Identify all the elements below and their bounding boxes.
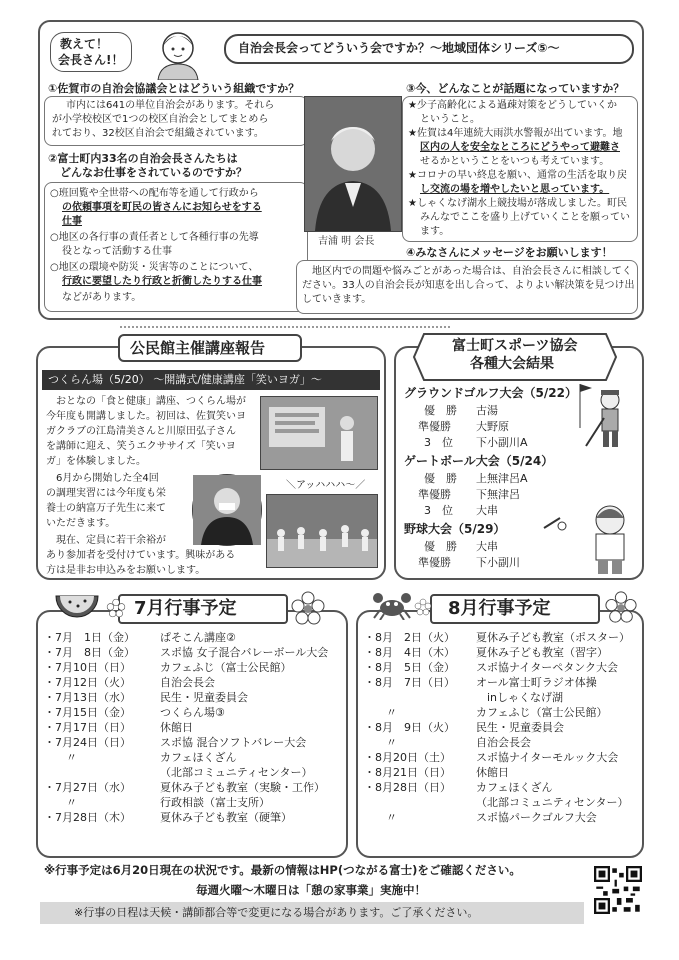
- question-1: ①佐賀市の自治会協議会とはどういう組織ですか？: [48, 82, 300, 95]
- person-icon: [148, 26, 208, 80]
- crab-icon: [372, 590, 412, 620]
- result-team: 下小副川: [476, 556, 520, 569]
- list-item: 〃 カフェほくざん: [44, 751, 237, 764]
- list-item: （北部コミュニティセンター）: [476, 796, 629, 809]
- list-item: ・8月20日（土） スポ協ナイターモルック大会: [364, 751, 619, 764]
- question-3: ③今、どんなことが話題になっていますか？: [406, 82, 625, 95]
- july-title: 7月行事予定: [134, 598, 237, 619]
- footer-note-2: 毎週火曜～木曜日は「憩の家事業」実施中！: [196, 883, 426, 897]
- answer-1-line: が小学校校区で1つの校区自治会としてまとめら: [52, 114, 269, 125]
- list-item: ・7月15日（金） つくらん場③: [44, 706, 225, 719]
- list-item: ・8月28日（日） カフェほくざん: [364, 781, 553, 794]
- baseball-player-icon: [540, 498, 636, 576]
- answer-1-line: 市内には641の単位自治会があります。それら: [66, 100, 275, 111]
- answer-3-line: 区内の人を安全なところにどうやって避難さ: [420, 142, 620, 153]
- answer-2-line: 役となって活動する仕事: [62, 246, 172, 257]
- list-item: ・8月 2日（火） 夏休み子ども教室（ポスター）: [364, 631, 630, 644]
- lecture-body-line: ガクラブの江島清美さんと川原田弘子さん: [46, 426, 236, 437]
- list-item: ・8月 4日（木） 夏休み子ども教室（習字）: [364, 646, 608, 659]
- result-rank: 優 勝: [424, 472, 457, 485]
- result-team: 古湯: [476, 404, 498, 417]
- answer-3-line: みんなでここを盛り上げていくことを願ってい: [420, 212, 630, 223]
- lecture-body-line: あり参加者を受付けています。興味がある: [46, 550, 236, 561]
- answer-4-line: ださい。33人の自治会長が知恵を出し合って、よりよい解決策を見つけ出: [302, 280, 635, 291]
- question-4: ④みなさんにメッセージをお願いします！: [406, 246, 613, 259]
- sports-event-name: グラウンドゴルフ大会（5/22）: [404, 386, 577, 400]
- answer-3-line: ★佐賀は4年連続大雨洪水警報が出ています。地: [408, 128, 623, 139]
- answer-3-line: ★しゃくなげ湖水上競技場が落成しました。町民: [408, 198, 627, 209]
- list-item: ・7月12日（火） 自治会長会: [44, 676, 215, 689]
- lecture-photo-classroom: [260, 396, 378, 470]
- answer-2-line: 行政に要望したり行政と折衝したりする仕事: [62, 276, 262, 287]
- july-schedule: [44, 630, 328, 825]
- list-item: ・7月 1日（金） ぱそこん講座②: [44, 631, 236, 644]
- lecture-body-line: いただきます。: [46, 518, 116, 529]
- flower-icon: [414, 598, 432, 616]
- answer-2-line: 仕事: [62, 216, 82, 227]
- result-team: 下無津呂: [476, 488, 520, 501]
- list-item: ・8月 5日（金） スポ協ナイターペタンク大会: [364, 661, 619, 674]
- list-item: ・7月 8日（金） スポ協 女子混合バレーボール大会: [44, 646, 329, 659]
- answer-2-line: などがあります。: [62, 292, 142, 303]
- answer-3-line: ます。: [420, 226, 450, 237]
- list-item: inしゃくなげ湖: [476, 691, 564, 704]
- flower-icon: [106, 598, 126, 618]
- list-item: ・7月27日（水） 夏休み子ども教室（実験・工作）: [44, 781, 325, 794]
- lecture-body-line: 現在、定員に若干余裕が: [56, 535, 166, 546]
- answer-3-line: ★コロナの早い終息を願い、通常の生活を取り戻: [408, 170, 627, 181]
- lecture-photo-teacher: [192, 474, 262, 546]
- result-rank: 3 位: [424, 436, 453, 449]
- august-title: 8月行事予定: [448, 598, 551, 619]
- question-2: ②富士町内33名の自治会長さんたちは: [48, 152, 238, 165]
- speech-line-2: 会長さん!！: [58, 53, 124, 67]
- qr-code-icon[interactable]: [594, 866, 642, 914]
- lecture-body-line: の調理実習には今年度も栄: [46, 488, 166, 499]
- lecture-photo-exercise: [266, 494, 378, 568]
- lecture-body-line: 今年度も開講しました。初回は、佐賀笑いヨ: [46, 411, 246, 422]
- list-item: ・8月21日（日） 休館日: [364, 766, 509, 779]
- result-team: 大串: [476, 540, 498, 553]
- top-title: 自治会長会ってどういう会ですか？～地域団体シリーズ⑤～: [238, 41, 560, 55]
- divider: [120, 326, 450, 328]
- question-2: どんなお仕事をされているのですか？: [60, 166, 247, 179]
- lecture-body-line: 方は是非お申込みをお願いします。: [46, 565, 206, 576]
- lecture-body-line: を講師に迎え、笑うエクササイズ「笑いヨ: [46, 441, 236, 452]
- answer-2-line: ○地区の環境や防災・災害等のことについて、: [50, 262, 259, 273]
- lecture-subtitle: つくらん場（5/20） ～開講式/健康講座「笑いヨガ」～: [48, 373, 322, 386]
- result-rank: 準優勝: [418, 556, 451, 569]
- flower-icon: [604, 590, 638, 624]
- speech-line-1: 教えて！: [60, 37, 109, 51]
- result-team: 大串: [476, 504, 498, 517]
- result-rank: 準優勝: [418, 488, 451, 501]
- sports-event-name: 野球大会（5/29）: [404, 522, 506, 536]
- list-item: 〃 カフェふじ（富士公民館）: [364, 706, 608, 719]
- lecture-body-line: 6月から開始した全4回: [56, 473, 159, 484]
- sports-event-name: ゲートボール大会（5/24）: [404, 454, 554, 468]
- result-team: 上無津呂A: [476, 472, 528, 485]
- list-item: ・8月 7日（日） オール富士町ラジオ体操: [364, 676, 597, 689]
- august-schedule: [364, 630, 630, 825]
- list-item: ・7月17日（日） 休館日: [44, 721, 193, 734]
- laugh-caption: ＼アッハハハ～／: [286, 480, 366, 491]
- result-rank: 準優勝: [418, 420, 451, 433]
- footer-note-1: ※行事予定は6月20日現在の状況です。最新の情報はHP(つながる富士)をご確認ください。: [44, 863, 521, 877]
- result-team: 大野原: [476, 420, 509, 433]
- list-item: ・8月 9日（火） 民生・児童委員会: [364, 721, 564, 734]
- list-item: ・7月28日（木） 夏休み子ども教室（硬筆）: [44, 811, 292, 824]
- answer-2-line: ○地区の各行事の責任者として各種行事の先導: [50, 232, 259, 243]
- answer-3-line: ということ。: [420, 114, 480, 125]
- list-item: （北部コミュニティセンター）: [160, 766, 313, 779]
- list-item: ・7月10日（日） カフェふじ（富士公民館）: [44, 661, 292, 674]
- list-item: 〃 スポ協パークゴルフ大会: [364, 811, 597, 824]
- answer-4-line: 地区内での問題や悩みごとがあった場合は、自治会長さんに相談してく: [312, 266, 632, 277]
- result-rank: 優 勝: [424, 404, 457, 417]
- list-item: ・7月13日（水） 民生・児童委員会: [44, 691, 248, 704]
- answer-3-line: ★少子高齢化による過疎対策をどうしていくか: [408, 100, 617, 111]
- lecture-body-line: おとなの「食と健康」講座、つくらん場が: [56, 396, 246, 407]
- result-rank: 3 位: [424, 504, 453, 517]
- watermelon-icon: [54, 592, 100, 620]
- answer-2-line: ○班回覧や全世帯への配布等を通して行政から: [50, 188, 259, 199]
- answer-1-line: れており、32校区自治会で組織されています。: [52, 128, 264, 139]
- chairman-caption: 吉浦 明 会長: [318, 236, 375, 247]
- answer-4-line: していきます。: [302, 294, 372, 305]
- sports-title-1: 富士町スポーツ協会: [452, 338, 578, 354]
- answer-2-line: の依頼事項を町民の皆さんにお知らせをする: [62, 202, 262, 213]
- answer-3-line: せるかということをいつも考えています。: [420, 156, 610, 167]
- list-item: 〃 行政相談（富士支所）: [44, 796, 270, 809]
- lecture-title: 公民館主催講座報告: [130, 339, 266, 357]
- chairman-photo: [304, 96, 402, 232]
- result-rank: 優 勝: [424, 540, 457, 553]
- answer-3-line: し交流の場を増やしたいと思っています。: [420, 184, 610, 195]
- footer-note-3: ※行事の日程は天候・講師都合等で変更になる場合があります。ご了承ください。: [74, 906, 479, 919]
- golfer-icon: [570, 378, 636, 452]
- sports-title-2: 各種大会結果: [470, 356, 554, 372]
- list-item: 〃 自治会長会: [364, 736, 531, 749]
- lecture-body-line: 養士の納富万子先生に来て: [46, 503, 166, 514]
- list-item: ・7月24日（日） スポ協 混合ソフトバレー大会: [44, 736, 307, 749]
- lecture-body-line: ガ」を体験しました。: [46, 456, 146, 467]
- flower-icon: [290, 590, 326, 626]
- result-team: 下小副川A: [476, 436, 528, 449]
